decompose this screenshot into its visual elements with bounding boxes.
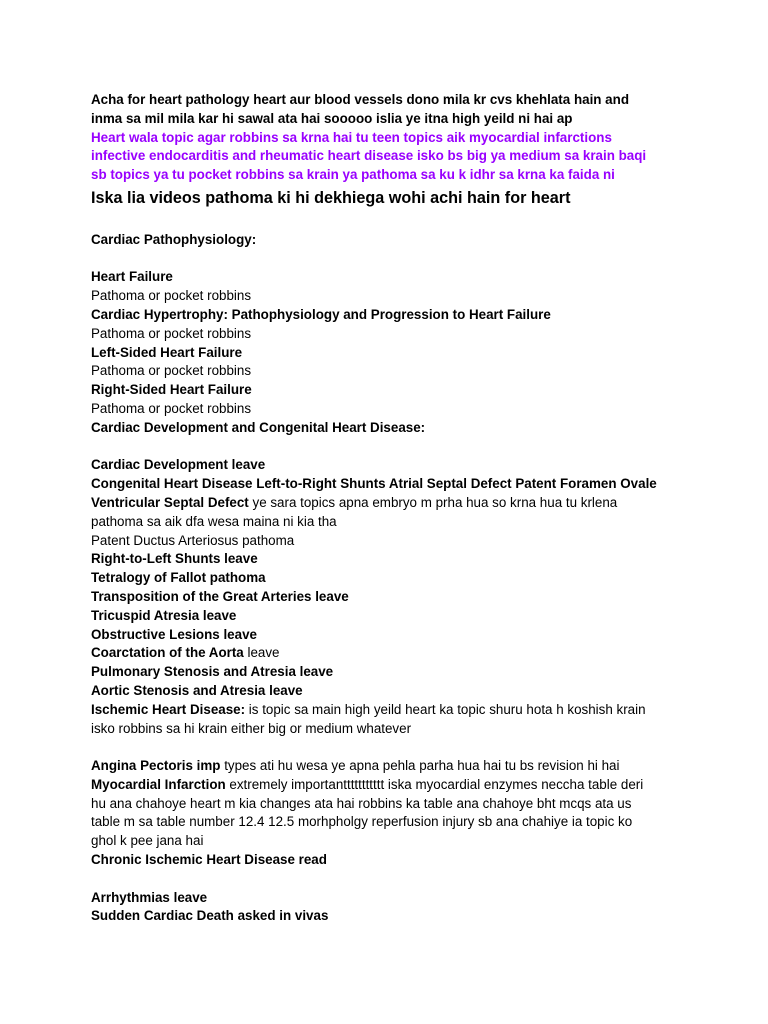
- topic-note: Pathoma or pocket robbins: [91, 363, 252, 379]
- topic-mi: [91, 776, 691, 795]
- spacer: [91, 438, 691, 457]
- topic-angina: [91, 757, 691, 776]
- topic-note: Pathoma or pocket robbins: [91, 288, 252, 304]
- topic-right-to-left: Right-to-Left Shunts leave: [91, 551, 258, 567]
- topic-angina-title: Angina Pectoris imp: [91, 758, 221, 774]
- topic-mi-title: Myocardial Infarction: [91, 776, 226, 792]
- spacer: [91, 250, 691, 269]
- section-heading-pathophysiology: Cardiac Pathophysiology:: [91, 231, 257, 247]
- topic-note: Pathoma or pocket robbins: [91, 400, 252, 416]
- topic-mi-note: extremely importanttttttttttt iska myocardial enzymes neccha table deri: [225, 776, 644, 792]
- topic-pda: Patent Ductus Arteriosus pathoma: [91, 532, 295, 548]
- topic-mi-note-continued: hu ana chahoye heart m kia changes ata hai robbins ka table ana chahoye bht mcqs ata us: [91, 795, 632, 811]
- intro-line-1: Acha for heart pathology heart aur blood vessels dono mila kr cvs khehlata hain and: [91, 92, 629, 107]
- topic-ischemic: [91, 701, 691, 720]
- topic-ischemic-note: is topic sa main high yeild heart ka topic shuru hota h koshish krain: [245, 701, 646, 717]
- topic-arrhythmias: Arrhythmias leave: [91, 889, 208, 905]
- purple-note-line-2: infective endocarditis and rheumatic heart disease isko bs big ya medium sa krain baqi: [91, 148, 647, 164]
- topic-tetralogy: Tetralogy of Fallot pathoma: [91, 570, 266, 586]
- topic-coarctation: [91, 644, 691, 663]
- topic-title: Right-Sided Heart Failure: [91, 382, 252, 398]
- video-recommendation-heading: Iska lia videos pathoma ki hi dekhiega wohi achi hain for heart: [91, 188, 571, 207]
- topic-pulmonary-stenosis: Pulmonary Stenosis and Atresia leave: [91, 664, 334, 680]
- topic-title: Left-Sided Heart Failure: [91, 344, 243, 360]
- topic-coarctation-title: Coarctation of the Aorta: [91, 645, 244, 661]
- topic-vsd-note: ye sara topics apna embryo m prha hua so krna hua tu krlena: [248, 494, 618, 510]
- section-heading-congenital: Cardiac Development and Congenital Heart Disease:: [91, 419, 426, 435]
- topic-mi-note-continued: table m sa table number 12.4 12.5 morhpholgy reperfusion injury sb ana chahiye ia topic ko: [91, 814, 633, 830]
- topic-vsd-title: Ventricular Septal Defect: [91, 494, 249, 510]
- topic-title: Cardiac Hypertrophy: Pathophysiology and Progression to Heart Failure: [91, 306, 551, 322]
- purple-note-line-1: Heart wala topic agar robbins sa krna hai tu teen topics aik myocardial infarctions: [91, 129, 612, 145]
- topic-obstructive: Obstructive Lesions leave: [91, 626, 257, 642]
- spacer: [91, 212, 691, 231]
- topic-transposition: Transposition of the Great Arteries leave: [91, 588, 349, 604]
- topic-title: Heart Failure: [91, 269, 173, 285]
- topic-chronic-ischemic: Chronic Ischemic Heart Disease read: [91, 852, 327, 868]
- intro-line-2: inma sa mil mila kar hi sawal ata hai sooooo islia ye itna high yeild ni hai ap: [91, 110, 573, 126]
- spacer: [91, 870, 691, 889]
- topic-cardiac-development: Cardiac Development leave: [91, 457, 266, 473]
- topic-ischemic-title: Ischemic Heart Disease:: [91, 701, 246, 717]
- topic-angina-note: types ati hu wesa ye apna pehla parha hua hai tu bs revision hi hai: [220, 758, 620, 774]
- topic-coarctation-note: leave: [243, 645, 280, 661]
- topic-aortic-stenosis: Aortic Stenosis and Atresia leave: [91, 682, 303, 698]
- topic-mi-note-continued: ghol k pee jana hai: [91, 833, 204, 849]
- spacer: [91, 738, 691, 757]
- topic-congenital-heart-disease: Congenital Heart Disease Left-to-Right Shunts Atrial Septal Defect Patent Foramen Ovale: [91, 476, 657, 492]
- topic-vsd: [91, 494, 691, 513]
- topic-note: Pathoma or pocket robbins: [91, 325, 252, 341]
- document-page: [91, 91, 691, 926]
- topic-ischemic-note-continued: isko robbins sa hi krain either big or medium whatever: [91, 720, 412, 736]
- topic-sudden-cardiac-death: Sudden Cardiac Death asked in vivas: [91, 908, 329, 924]
- topic-vsd-note-continued: pathoma sa aik dfa wesa maina ni kia tha: [91, 513, 337, 529]
- topic-tricuspid: Tricuspid Atresia leave: [91, 607, 237, 623]
- purple-note-line-3: sb topics ya tu pocket robbins sa krain ya pathoma sa ku k idhr sa krna ka faida ni: [91, 167, 615, 183]
